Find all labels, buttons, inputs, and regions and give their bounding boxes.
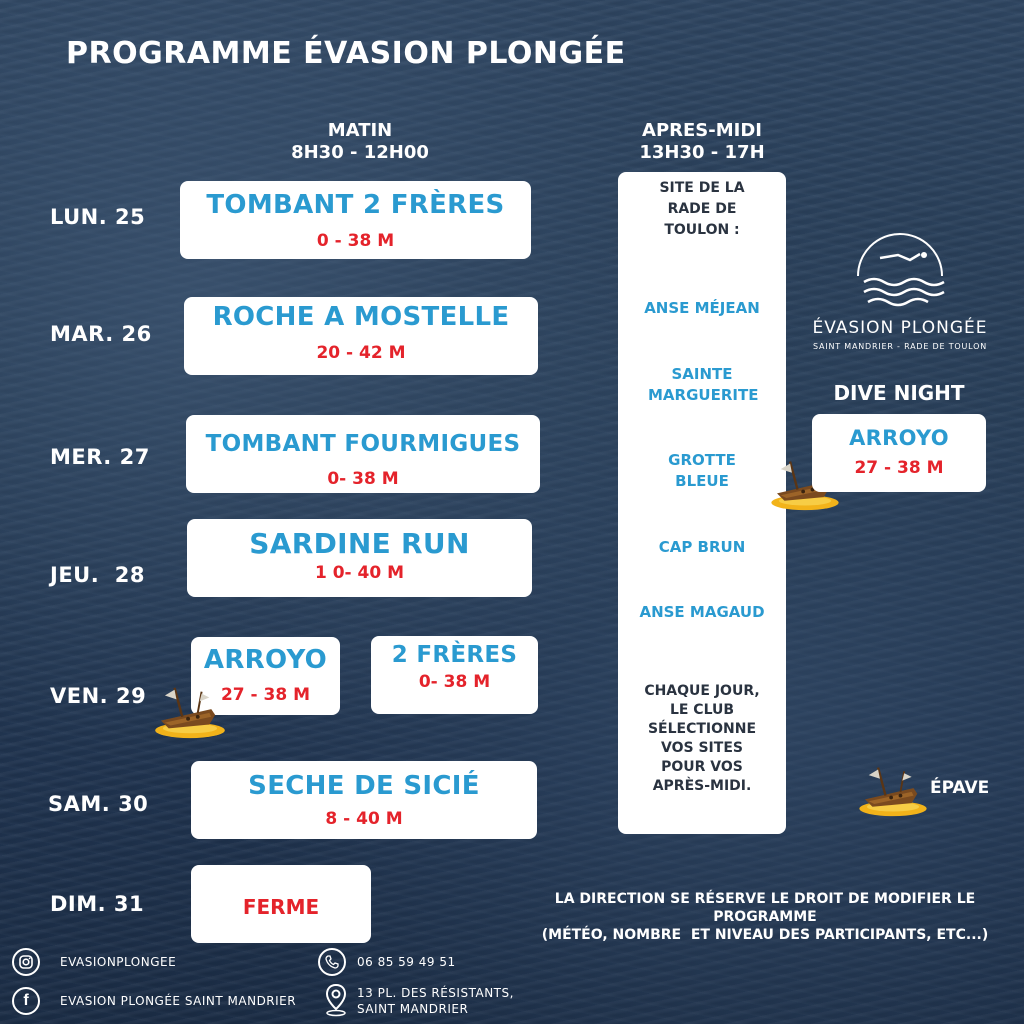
logo-name: ÉVASION PLONGÉE bbox=[812, 318, 988, 338]
location-pin-icon bbox=[324, 983, 348, 1017]
afternoon-site: SAINTE MARGUERITE bbox=[648, 365, 759, 404]
day-label-fri: VEN. 29 bbox=[50, 684, 147, 708]
disclaimer bbox=[530, 890, 1000, 944]
card-sat bbox=[191, 761, 537, 839]
day-label-mon: LUN. 25 bbox=[50, 205, 146, 229]
afternoon-hours: 13H30 - 17H bbox=[639, 142, 765, 163]
site-depth: 1 0- 40 M bbox=[314, 563, 405, 583]
day-label-sun: DIM. 31 bbox=[50, 892, 145, 916]
wreck-icon bbox=[852, 762, 934, 818]
card-wed bbox=[186, 415, 540, 493]
site-depth: 0- 38 M bbox=[327, 469, 399, 489]
afternoon-site: CAP BRUN bbox=[658, 538, 746, 556]
dive-night-label: DIVE NIGHT bbox=[833, 381, 965, 405]
card-fri-2 bbox=[371, 636, 538, 714]
address-line: SAINT MANDRIER bbox=[357, 1002, 469, 1016]
instagram-icon[interactable] bbox=[12, 948, 40, 976]
afternoon-label: APRES-MIDI bbox=[642, 120, 762, 141]
logo-mark bbox=[850, 228, 950, 310]
facebook-page[interactable]: EVASION PLONGÉE SAINT MANDRIER bbox=[60, 994, 297, 1008]
day-label-wed: MER. 27 bbox=[50, 445, 150, 469]
site-name: ARROYO bbox=[849, 426, 949, 450]
afternoon-sites-panel bbox=[618, 172, 786, 834]
legend-wreck-label: ÉPAVE bbox=[930, 778, 990, 798]
card-thu bbox=[187, 519, 532, 597]
disclaimer-line: LA DIRECTION SE RÉSERVE LE DROIT DE MODIFIER LE bbox=[554, 891, 976, 907]
page-title: PROGRAMME ÉVASION PLONGÉE bbox=[66, 36, 626, 71]
site-depth: 0 - 38 M bbox=[316, 231, 395, 251]
card-sun bbox=[191, 865, 371, 943]
day-label-sat: SAM. 30 bbox=[48, 792, 149, 816]
facebook-icon[interactable]: f bbox=[12, 987, 40, 1015]
morning-hours: 8H30 - 12H00 bbox=[291, 142, 429, 163]
logo-tagline: SAINT MANDRIER - RADE DE TOULON bbox=[812, 342, 987, 351]
closed-label: FERME bbox=[242, 895, 320, 919]
afternoon-note: CHAQUE JOUR, LE CLUB SÉLECTIONNE VOS SITES POUR VOS APRÈS-MIDI. bbox=[644, 683, 760, 794]
site-name: SARDINE RUN bbox=[249, 527, 470, 560]
site-depth: 27 - 38 M bbox=[854, 458, 944, 478]
card-tue bbox=[184, 297, 538, 375]
site-name: 2 FRÈRES bbox=[391, 642, 518, 668]
morning-label: MATIN bbox=[327, 120, 393, 141]
phone-icon[interactable] bbox=[318, 948, 346, 976]
morning-column-header bbox=[280, 120, 440, 164]
diver-wave-icon bbox=[850, 228, 950, 310]
site-name: ROCHE A MOSTELLE bbox=[212, 302, 510, 332]
instagram-handle[interactable]: EVASIONPLONGEE bbox=[60, 955, 177, 969]
site-depth: 0- 38 M bbox=[418, 672, 491, 692]
address-line: 13 PL. DES RÉSISTANTS, bbox=[357, 986, 514, 1000]
day-label-thu: JEU. 28 bbox=[50, 563, 146, 587]
address bbox=[357, 985, 514, 1017]
disclaimer-line: (MÉTÉO, NOMBRE ET NIVEAU DES PARTICIPANTS, ETC...) bbox=[541, 927, 989, 943]
afternoon-site: ANSE MÉJEAN bbox=[644, 299, 760, 317]
afternoon-column-header bbox=[612, 120, 792, 164]
wreck-icon bbox=[148, 682, 232, 740]
site-depth: 20 - 42 M bbox=[316, 343, 406, 363]
card-dive-night bbox=[812, 414, 986, 492]
site-name: ARROYO bbox=[203, 645, 328, 675]
disclaimer-line: PROGRAMME bbox=[713, 909, 817, 925]
day-label-tue: MAR. 26 bbox=[50, 322, 152, 346]
site-name: TOMBANT FOURMIGUES bbox=[205, 431, 521, 457]
afternoon-intro: SITE DE LA RADE DE TOULON : bbox=[659, 180, 745, 238]
site-depth: 27 - 38 M bbox=[220, 685, 311, 705]
site-name: TOMBANT 2 FRÈRES bbox=[206, 190, 505, 220]
phone-number[interactable]: 06 85 59 49 51 bbox=[357, 955, 456, 969]
card-mon bbox=[180, 181, 531, 259]
site-depth: 8 - 40 M bbox=[325, 809, 403, 829]
afternoon-site: GROTTE BLEUE bbox=[668, 451, 736, 490]
afternoon-site: ANSE MAGAUD bbox=[639, 603, 765, 621]
site-name: SECHE DE SICIÉ bbox=[248, 771, 480, 801]
